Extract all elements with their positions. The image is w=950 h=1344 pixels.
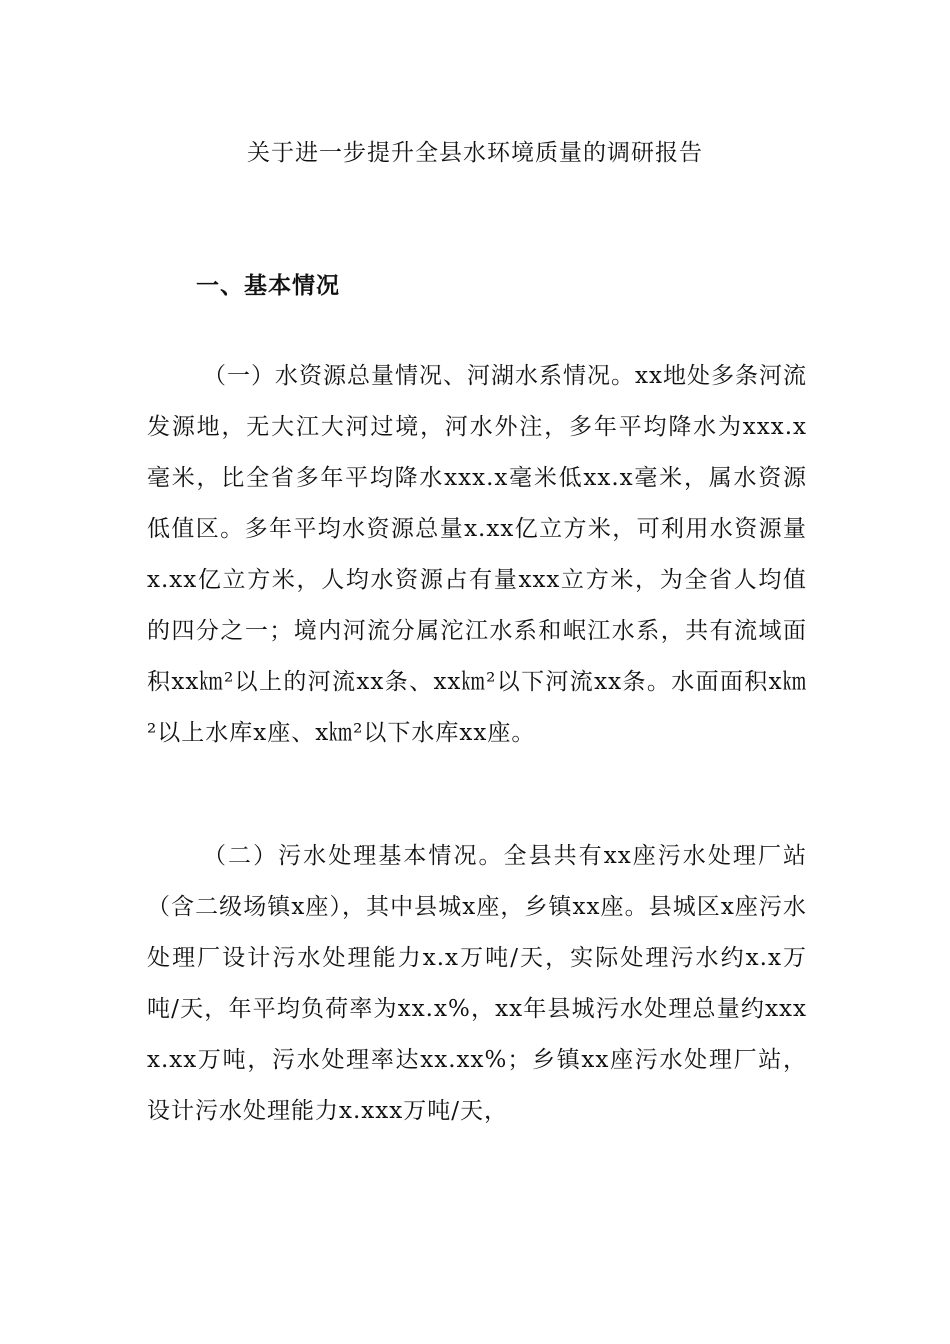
- section-heading-basic-situation: 一、基本情况: [196, 272, 340, 299]
- paragraph-sewage-treatment: （二）污水处理基本情况。全县共有xx座污水处理厂站（含二级场镇x座），其中县城x座，乡镇xx座。县城区x座污水处理厂设计污水处理能力x.x万吨/天，实际处理污水约x.x万吨/天，年平均负荷率为xx.x%，xx年县城污水处理总量约xxxx.xx万吨，污水处理率达xx.xx%；乡镇xx座污水处理厂站，设计污水处理能力x.xxx万吨/天，: [147, 843, 807, 1124]
- paragraph-water-resources: （一）水资源总量情况、河湖水系情况。xx地处多条河流发源地，无大江大河过境，河水外注，多年平均降水为xxx.x毫米，比全省多年平均降水xxx.x毫米低xx.x毫米，属水资源低值区。多年平均水资源总量x.xx亿立方米，可利用水资源量x.xx亿立方米，人均水资源占有量xxx立方米，为全省人均值的四分之一；境内河流分属沱江水系和岷江水系，共有流域面积xx㎞²以上的河流xx条、xx㎞²以下河流xx条。水面面积x㎞²以上水库x座、x㎞²以下水库xx座。: [147, 363, 807, 746]
- document-title: 关于进一步提升全县水环境质量的调研报告: [247, 140, 703, 166]
